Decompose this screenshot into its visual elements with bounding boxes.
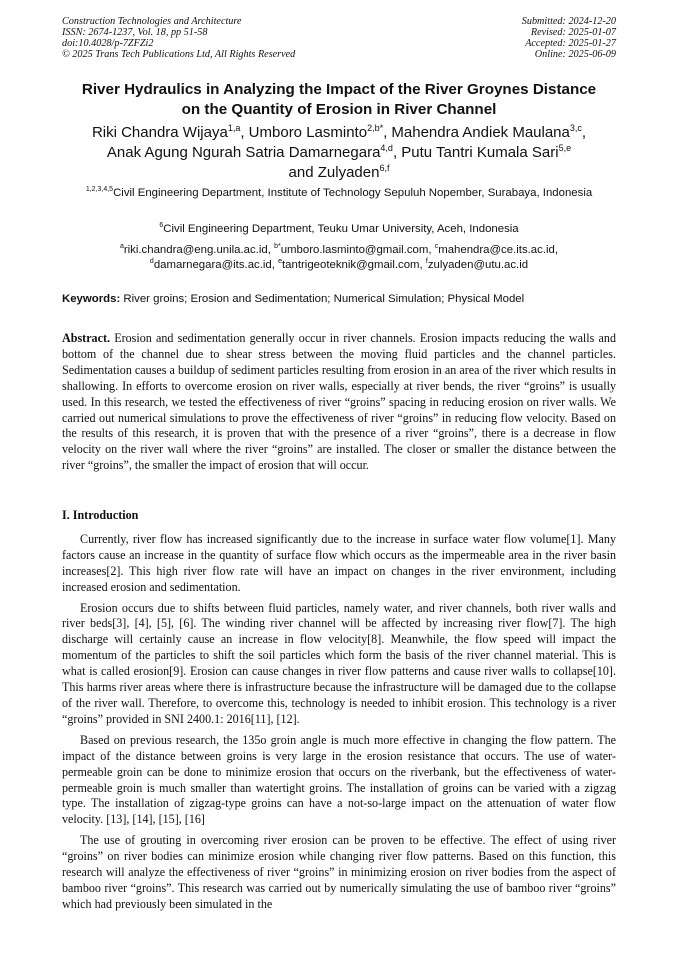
author-sup: 1,a [227,123,241,133]
submitted-date: Submitted: 2024-12-20 [521,16,616,27]
journal-header-right [522,16,616,60]
author-list [50,123,628,183]
accepted-date: Accepted: 2025-01-27 [525,38,616,49]
separator: , [581,124,587,141]
journal-header-left [62,16,295,60]
affiliation-sup: 1,2,3,4,5 [85,186,114,194]
online-date: Online: 2025-06-09 [534,49,616,60]
email[interactable]: zulyaden@utu.ac.id [427,259,529,271]
revised-date: Revised: 2025-01-07 [530,27,616,38]
abstract-text: Erosion and sedimentation generally occur in river channels. Erosion impacts reducing the walls and bottom of the channel due to shear stress between the moving fluid particles and the channel particles. Sedimentation causes a buildup of sediment particles resulting from erosion in an area of the river which results in shallowing. In efforts to overcome erosion on river walls, especially at river bends, the river “groins” is usually used. In this research, we tested the effectiveness of river “groins” spacing in reducing erosion on river walls. We carried out numerical simulations to prove the effectiveness of river “groins” in reducing flow velocity. Based on the results of this research, it is proven that with the presence of a river “groins”, there is a decrease in flow velocity on the river wall where the river “groins” are installed. The closer or smaller the distance between the river “groins”, the smaller the impact of erosion that will occur. [62,331,616,473]
paragraph: Based on previous research, the 135o groin angle is much more effective in changing the flow pattern. The impact of the distance between groins is very large in the erosion resistance that occurs. The use of water-permeable groin can be done to minimize erosion that occurs on the riverbank, but the effectiveness of water-permeable groin is much smaller than watertight groins. The installation of groins can be varied with a zigzag type. The installation of zigzag-type groins can have a not-so-large impact on the attenuation of water flow velocity. [13], [14], [15], [16] [62,732,616,827]
author-sup: 3,c [569,123,582,133]
paragraph: Currently, river flow has increased significantly due to the increase in surface water flow volume[1]. Many factors cause an increase in the quantity of surface flow which occurs as the impermeable area in the river basin increases[2]. This high river flow rate will have an impact on changes in the river environment, including increased erosion and sedimentation. [62,531,616,594]
email[interactable]: tantrigeoteknik@gmail.com, [282,259,426,271]
introduction-section [62,508,616,918]
author-sup: 5,e [558,143,572,153]
email[interactable]: mahendra@ce.its.ac.id, [438,244,559,256]
abstract [62,331,616,474]
author-sup: 4,d [380,143,393,153]
keywords-label: Keywords: [62,293,121,305]
author-sup: 2,b* [367,123,384,133]
email-sup: d [149,258,154,266]
author-name: , Umboro Lasminto [240,124,368,141]
title-line-1: River Hydraulics in Analyzing the Impact of the River Groynes Distance [81,81,597,98]
author-sup: 6,f [379,163,390,173]
doi: doi:10.4028/p-7ZFZi2 [62,38,154,49]
affiliation-1 [70,186,608,201]
paragraph: Erosion occurs due to shifts between fluid particles, namely water, and river channels, both river walls and river beds[3], [4], [5], [6]. The winding river channel will be affected by increasing river flow[7]. The high discharge will certainly cause an increase in flow velocity[8]. Meanwhile, the flow speed will impact the momentum of the particles to shift the soil particles which form the basis of the river channel material. This is what is called erosion[9]. Erosion can cause changes in river flow patterns and cause river walls to collapse[10]. This harms river areas where there is infrastructure because the infrastructure will be damaged due to the collapse of the river wall. Therefore, to overcome this, technology is needed to inhibit erosion. This technology is a river “groins” provided in SNI 2400.1: 2016[11], [12]. [62,600,616,726]
affiliation-text: Civil Engineering Department, Teuku Umar University, Aceh, Indonesia [163,223,519,235]
keywords [62,293,622,305]
affiliation-sup: 6 [159,222,164,230]
abstract-label: Abstract. [62,331,111,345]
author-name: and Zulyaden [288,164,380,181]
journal-name: Construction Technologies and Architecture [62,16,242,27]
email[interactable]: riki.chandra@eng.unila.ac.id, [123,244,275,256]
copyright: © 2025 Trans Tech Publications Ltd, All Rights Reserved [62,49,296,60]
author-name: Riki Chandra Wijaya [91,124,228,141]
email-sup: e [278,258,282,266]
author-name: , Mahendra Andiek Maulana [383,124,570,141]
affiliation-2 [70,222,608,237]
email-sup: a [119,243,124,251]
keywords-text: River groins; Erosion and Sedimentation; Numerical Simulation; Physical Model [120,293,525,305]
section-heading: I. Introduction [62,508,139,522]
email[interactable]: umboro.lasminto@gmail.com, [280,244,435,256]
email[interactable]: damarnegara@its.ac.id, [153,259,279,271]
email-list [70,243,608,273]
email-sup: c [434,243,439,251]
author-name: , Putu Tantri Kumala Sari [392,144,559,161]
paper-title [50,80,628,120]
paragraph: The use of grouting in overcoming river erosion can be proven to be effective. The effect of using river “groins” on river bodies can minimize erosion while changing river flow patterns. Based on this function, this research will analyze the effectiveness of river “groins” in minimizing erosion on river bodies from the aspect of bamboo river “groins”. This research was carried out by numerically simulating the use of bamboo river “groins” which had previously been simulated in the [62,833,616,911]
title-line-2: on the Quantity of Erosion in River Channel [181,101,497,118]
author-name: Anak Agung Ngurah Satria Damarnegara [106,144,381,161]
affiliation-text: Civil Engineering Department, Institute of Technology Sepuluh Nopember, Surabaya, Indonesia [113,187,593,199]
issn: ISSN: 2674-1237, Vol. 18, pp 51-58 [62,27,208,38]
email-sup: f [425,258,428,266]
email-sup: b* [274,243,281,251]
